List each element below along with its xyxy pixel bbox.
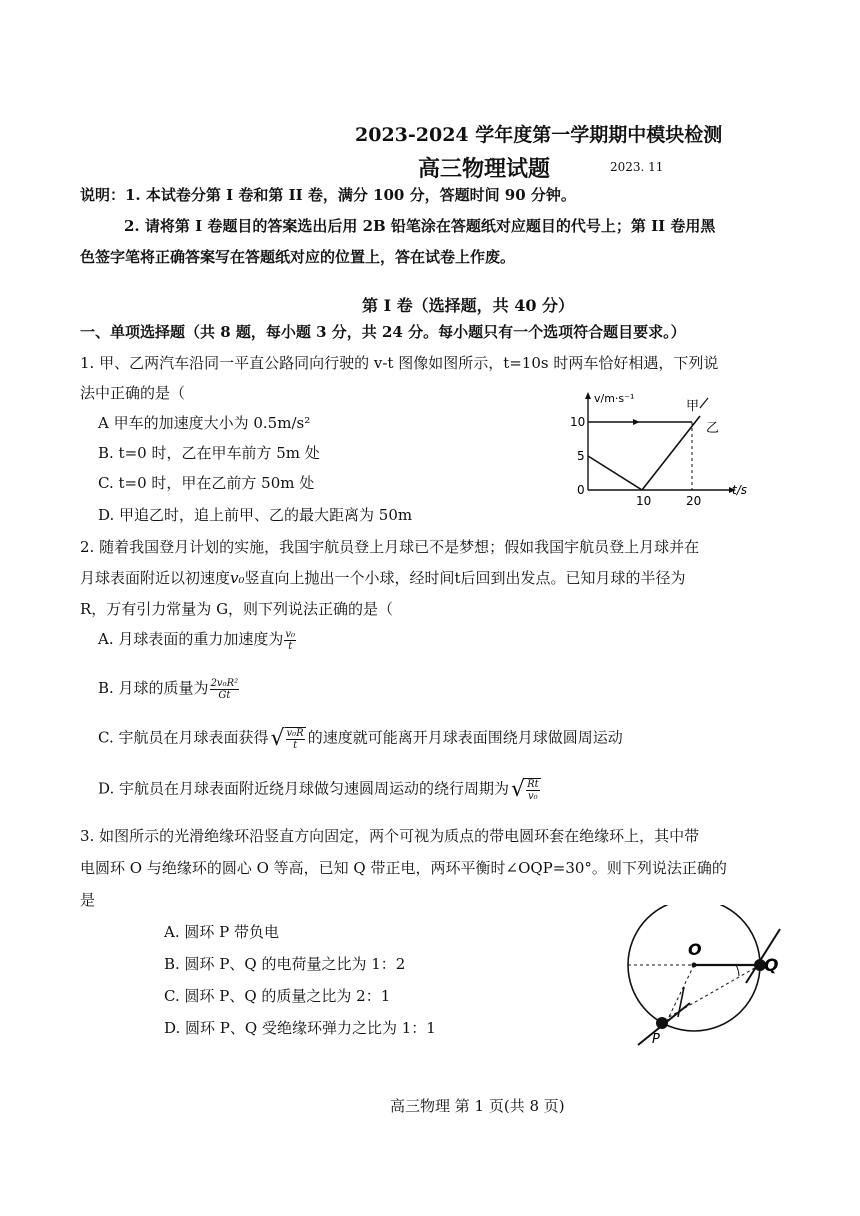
q2-option-a-den: t (288, 640, 293, 652)
y-tick-5: 5 (577, 449, 585, 463)
q2-option-b-num: 2v₀R² (210, 677, 239, 689)
subject-title: 高三物理试题 (418, 156, 551, 182)
q2-option-c-num: v₀R (286, 727, 304, 739)
label-pointer (700, 398, 708, 408)
q2-stem-line-2 (80, 567, 686, 588)
exam-date: 2023. 11 (610, 160, 664, 174)
y-axis-arrow (585, 392, 591, 399)
q2-option-a (98, 628, 297, 652)
part-one-heading: 一、单项选择题（共 8 题，每小题 3 分，共 24 分。每小题只有一个选项符合题目要求。） (80, 323, 686, 341)
insulating-ring (628, 905, 760, 1031)
q3-ring-figure (618, 905, 798, 1055)
q3-stem-line-2: 电圆环 O 与绝缘环的圆心 O 等高，已知 Q 带正电，两环平衡时∠OQP=30°。则下列说法正确的 (80, 859, 727, 877)
exam-title: 2023-2024 学年度第一学期期中模块检测 (355, 124, 723, 146)
sqrt-icon: √ (270, 726, 285, 751)
q1-option-d: D. 甲追乙时，追上前甲、乙的最大距离为 50m (98, 506, 413, 524)
x-tick-10: 10 (636, 494, 652, 508)
page-footer: 高三物理 第 1 页(共 8 页) (390, 1097, 565, 1115)
origin-label: 0 (577, 483, 585, 497)
y-tick-10: 10 (570, 415, 586, 429)
note-line-1: 说明：1. 本试卷分第 I 卷和第 II 卷，满分 100 分，答题时间 90 分钟。 (80, 186, 576, 204)
q3-stem-line-3: 是 (80, 891, 96, 909)
q2-stem-line-2-post: 竖直向上抛出一个小球，经时间t后回到出发点。已知月球的半径为 (244, 569, 686, 587)
q2-v0: v₀ (230, 569, 245, 587)
q2-option-d-fraction (526, 779, 540, 802)
q2-option-c-sqrt (270, 726, 305, 751)
q2-option-c-den: t (293, 739, 298, 751)
q2-option-d-sqrt (511, 777, 541, 802)
q3-stem-line-1: 3. 如图所示的光滑绝缘环沿竖直方向固定，两个可视为质点的带电圆环套在绝缘环上，其中带 (80, 827, 700, 845)
q2-option-d-pre: D. 宇航员在月球表面附近绕月球做匀速圆周运动的绕行周期为 (98, 779, 510, 798)
line-yi-up (642, 416, 700, 490)
label-jia: 甲 (686, 399, 700, 414)
q2-option-d-den: v₀ (528, 790, 538, 802)
label-yi: 乙 (706, 421, 720, 436)
line-yi-down (588, 456, 642, 490)
q2-option-b-den: Gt (218, 689, 231, 701)
angle-30-arc (736, 965, 739, 976)
line-jia-arrow (633, 419, 640, 425)
q2-option-c-fraction (286, 728, 305, 751)
q2-stem-line-3: R，万有引力常量为 G，则下列说法正确的是（ (80, 600, 394, 618)
y-axis-label: v/m·s⁻¹ (594, 392, 635, 405)
q1-vt-graph (560, 390, 760, 510)
q3-option-d: D. 圆环 P、Q 受绝缘环弹力之比为 1：1 (164, 1019, 436, 1037)
q2-option-c-post: 的速度就可能离开月球表面围绕月球做圆周运动 (307, 728, 623, 747)
q2-option-a-num: v₀ (285, 628, 296, 640)
note-line-3: 色签字笔将正确答案写在答题纸对应的位置上，答在试卷上作废。 (80, 248, 516, 266)
q1-option-c: C. t=0 时，甲在乙前方 50m 处 (98, 474, 315, 492)
label-o: O (688, 940, 702, 959)
q2-option-c-pre: C. 宇航员在月球表面获得 (98, 728, 269, 747)
q2-option-b-fraction (210, 678, 240, 701)
x-tick-20: 20 (686, 494, 702, 508)
x-axis-label: t/s (732, 483, 747, 497)
ring-p-arrow (678, 987, 684, 1017)
q3-option-c: C. 圆环 P、Q 的质量之比为 2：1 (164, 987, 391, 1005)
center-dot (692, 963, 697, 968)
q2-option-a-fraction (284, 629, 296, 652)
q2-option-a-text: A. 月球表面的重力加速度为 (98, 630, 284, 648)
q2-stem-line-2-pre: 月球表面附近以初速度 (80, 569, 231, 587)
q2-stem-line-1: 2. 随着我国登月计划的实施，我国宇航员登上月球已不是梦想；假如我国宇航员登上月球并在 (80, 538, 700, 556)
q2-option-b-text: B. 月球的质量为 (98, 679, 209, 697)
q2-option-d-num: Rt (527, 778, 539, 790)
q1-option-a: A 甲车的加速度大小为 0.5m/s² (98, 414, 311, 432)
q1-stem-line-1: 1. 甲、乙两汽车沿同一平直公路同向行驶的 v-t 图像如图所示，t=10s 时两车恰好相遇，下列说 (80, 354, 719, 372)
section-title: 第 I 卷（选择题，共 40 分） (362, 296, 575, 315)
line-op (666, 965, 694, 1023)
note-line-2: 2. 请将第 I 卷题目的答案选出后用 2B 铅笔涂在答题纸对应题目的代号上；第 II 卷用黑 (124, 217, 716, 235)
q2-option-c (98, 726, 623, 751)
q3-option-b: B. 圆环 P、Q 的电荷量之比为 1：2 (164, 955, 406, 973)
q1-stem-line-2: 法中正确的是（ (80, 384, 186, 402)
label-q: Q (764, 956, 779, 976)
sqrt-icon: √ (511, 777, 526, 802)
label-p: P (652, 1032, 660, 1047)
q3-option-a: A. 圆环 P 带负电 (164, 923, 279, 941)
q1-option-b: B. t=0 时，乙在甲车前方 5m 处 (98, 444, 320, 462)
q2-option-b (98, 677, 240, 701)
q2-option-d (98, 777, 543, 802)
